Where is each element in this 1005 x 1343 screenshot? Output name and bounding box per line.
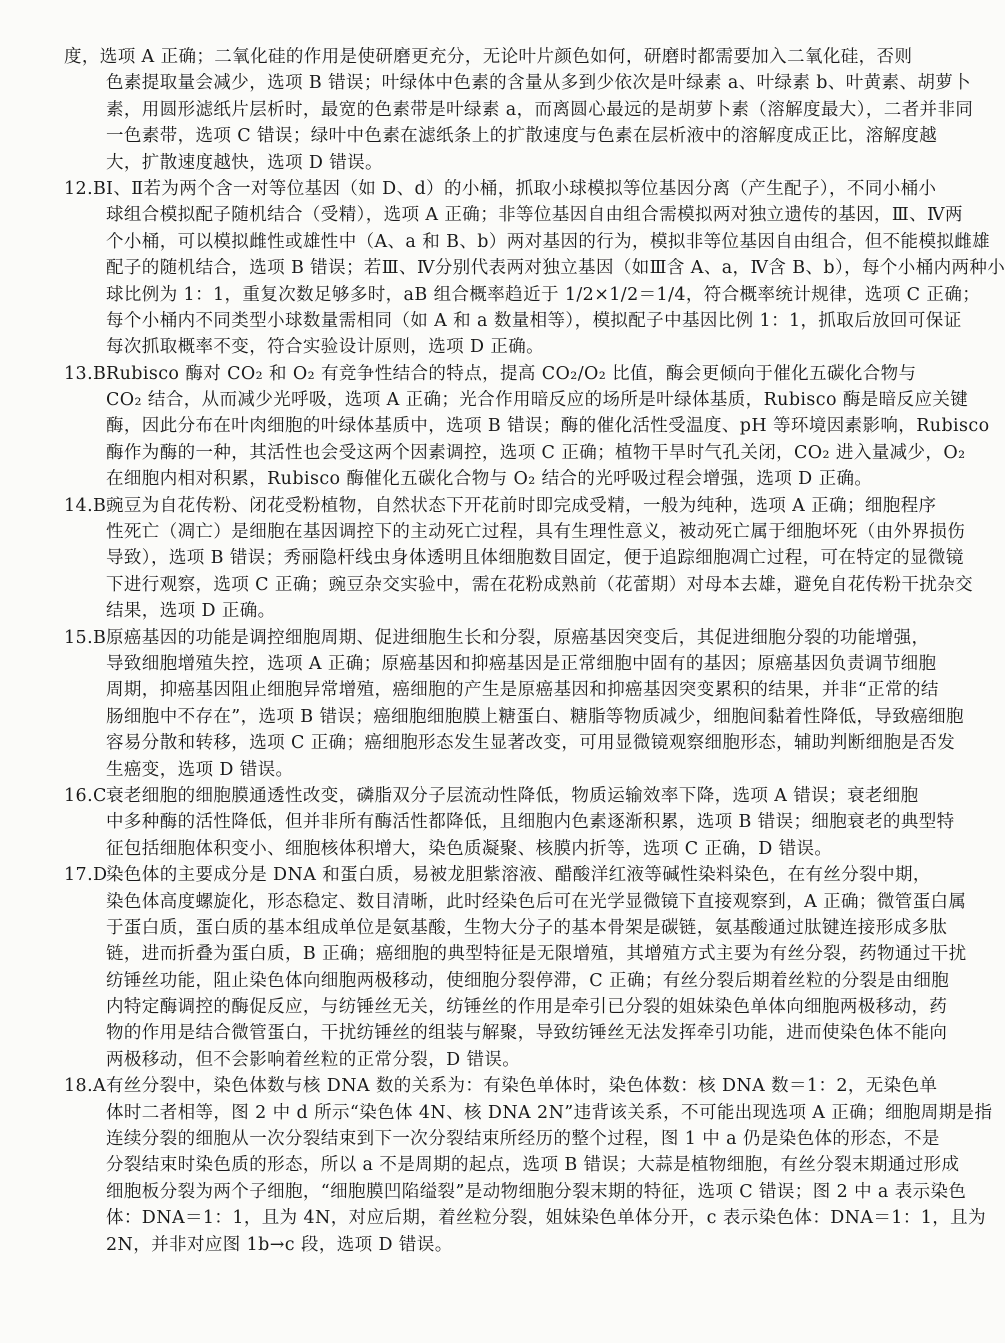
- text-line: [64, 994, 948, 1020]
- answer-number: 17.D: [64, 865, 108, 886]
- answer-explanation-page: [64, 44, 1005, 1255]
- text-line: [64, 229, 991, 255]
- text-line: [64, 677, 939, 703]
- line-text: 个小桶，可以模拟雌性或雄性中（A、a 和 B、b）两对基因的行为，模拟非等位基因自由组合，但不能模拟雌雄: [106, 231, 991, 252]
- line-text: 酶，因此分布在叶肉细胞的叶绿体基质中，选项 B 错误；酶的催化活性受温度、pH 等环境因素影响，Rubisco: [106, 416, 990, 437]
- answer-number: 15.B: [64, 627, 107, 648]
- text-line: [64, 1205, 986, 1231]
- text-line: [64, 545, 964, 571]
- text-line: [64, 1126, 940, 1152]
- line-text: 物的作用是结合微管蛋白，干扰纺锤丝的组装与解聚，导致纺锤丝无法发挥牵引功能，进而使染色体不能向: [106, 1023, 948, 1044]
- line-text: CO₂ 结合，从而减少光呼吸，选项 A 正确；光合作用暗反应的场所是叶绿体基质，Rubisco 酶是暗反应关键: [106, 390, 969, 411]
- line-text: 下进行观察，选项 C 正确；豌豆杂交实验中，需在花粉成熟前（花蕾期）对母本去雄，避免自花传粉干扰杂交: [106, 574, 974, 595]
- line-text: 容易分散和转移，选项 C 正确；癌细胞形态发生显著改变，可用显微镜观察细胞形态，辅助判断细胞是否发: [106, 733, 956, 754]
- line-text: 中多种酶的活性降低，但并非所有酶活性都降低，且细胞内色素逐渐积累，选项 B 错误；细胞衰老的典型特: [106, 812, 955, 833]
- line-text: 2N，并非对应图 1b→c 段，选项 D 错误。: [106, 1234, 453, 1255]
- text-line: 色素提取量会减少，选项 B 错误；叶绿体中色素的含量从多到少依次是叶绿素 a、叶绿素 b、叶黄素、胡萝卜: [106, 73, 972, 94]
- line-text: 两极移动，但不会影响着丝粒的正常分裂，D 错误。: [106, 1049, 521, 1070]
- text-line: [64, 1152, 960, 1178]
- line-text: Ⅰ、Ⅱ若为两个含一对等位基因（如 D、d）的小桶，抓取小球模拟等位基因分离（产生配子），不同小桶小: [106, 178, 937, 199]
- text-line: [64, 519, 966, 545]
- text-line: [64, 809, 955, 835]
- line-text: 结果，选项 D 正确。: [106, 601, 276, 622]
- line-text: 性死亡（凋亡）是细胞在基因调控下的主动死亡过程，具有生理性意义，被动死亡属于细胞坏死（由外界损伤: [106, 522, 966, 543]
- text-line: [64, 625, 930, 651]
- text-line: [64, 176, 937, 202]
- line-text: 染色体的主要成分是 DNA 和蛋白质，易被龙胆紫溶液、醋酸洋红液等碱性染料染色，在有丝分裂中期，: [106, 865, 931, 886]
- text-line: [64, 730, 956, 756]
- text-line: [64, 413, 990, 439]
- answer-item: [64, 783, 955, 862]
- answer-item: [64, 493, 974, 625]
- line-text: 链，进而折叠为蛋白质，B 正确；癌细胞的典型特征是无限增殖，其增殖方式主要为有丝分裂，药物通过干扰: [106, 944, 967, 965]
- text-line: [64, 836, 912, 862]
- line-text: 肠细胞中不存在”，选项 B 错误；癌细胞细胞膜上糖蛋白、糖脂等物质减少，细胞间黏着性降低，导致癌细胞: [106, 706, 964, 727]
- text-line: [64, 783, 919, 809]
- line-text: 在细胞内相对积累，Rubisco 酶催化五碳化合物与 O₂ 结合的光呼吸过程会增强，选项 D 正确。: [106, 469, 873, 490]
- answer-number: 12.B: [64, 178, 107, 199]
- answer-number: 14.B: [64, 495, 107, 516]
- text-line: [64, 862, 931, 888]
- text-line: [64, 704, 964, 730]
- text-line: [64, 255, 1005, 281]
- line-text: 配子的随机结合，选项 B 错误；若Ⅲ、Ⅳ分别代表两对独立基因（如Ⅲ含 A、a，Ⅳ含 B、b），每个小桶内两种小: [106, 258, 1005, 279]
- text-line: [64, 361, 917, 387]
- line-text: 征包括细胞体积变小、细胞核体积增大，染色质凝聚、核膜内折等，选项 C 正确，D 错误。: [106, 838, 833, 859]
- text-line: [64, 202, 963, 228]
- line-text: 细胞板分裂为两个子细胞，“细胞膜凹陷缢裂”是动物细胞分裂末期的特征，选项 C 错误；图 2 中 a 表示染色: [106, 1181, 967, 1202]
- text-line: [64, 493, 937, 519]
- text-line: [64, 598, 912, 624]
- line-text: 连续分裂的细胞从一次分裂结束到下一次分裂结束所经历的整个过程，图 1 中 a 仍是染色体的形态，不是: [106, 1129, 940, 1150]
- answer-item: [64, 625, 964, 783]
- text-line: [64, 651, 937, 677]
- text-line: [64, 466, 912, 492]
- line-text: 于蛋白质，蛋白质的基本组成单位是氨基酸，生物大分子的基本骨架是碳链，氨基酸通过肽键连接形成多肽: [106, 917, 948, 938]
- line-text: 豌豆为自花传粉、闭花受粉植物，自然状态下开花前时即完成受精，一般为纯种，选项 A 正确；细胞程序: [106, 495, 937, 516]
- text-line: [64, 387, 969, 413]
- text-line: [64, 757, 912, 783]
- line-text: 染色体高度螺旋化，形态稳定、数目清晰，此时经染色后可在光学显微镜下直接观察到，A 正确；微管蛋白属: [106, 891, 967, 912]
- answer-item: [64, 1073, 993, 1255]
- text-line: 度，选项 A 正确；二氧化硅的作用是使研磨更充分，无论叶片颜色如何，研磨时都需要加入二氧化硅，否则: [64, 47, 913, 67]
- text-line: 一色素带，选项 C 错误；绿叶中色素在滤纸条上的扩散速度与色素在层析液中的溶解度成正比，溶解度越: [106, 126, 938, 147]
- line-text: 生癌变，选项 D 错误。: [106, 759, 294, 780]
- intro-paragraph: [64, 44, 974, 176]
- text-line: [64, 889, 967, 915]
- text-line: [64, 1232, 912, 1255]
- answer-item: [64, 862, 967, 1073]
- line-text: 球组合模拟配子随机结合（受精），选项 A 正确；非等位基因自由组合需模拟两对独立遗传的基因，Ⅲ、Ⅳ两: [106, 205, 963, 226]
- text-line: [64, 1179, 967, 1205]
- line-text: 周期，抑癌基因阻止细胞异常增殖，癌细胞的产生是原癌基因和抑癌基因突变累积的结果，并非“正常的结: [106, 680, 939, 701]
- line-text: 纺锤丝功能，阻止染色体向细胞两极移动，使细胞分裂停滞，C 正确；有丝分裂后期着丝粒的分裂是由细胞: [106, 970, 950, 991]
- text-line: [64, 1047, 912, 1073]
- text-line: 素，用圆形滤纸片层析时，最宽的色素带是叶绿素 a，而离圆心最远的是胡萝卜素（溶解度最大），二者并非同: [106, 99, 974, 120]
- line-text: 每次抓取概率不变，符合实验设计原则，选项 D 正确。: [106, 337, 545, 358]
- line-text: 分裂结束时染色质的形态，所以 a 不是周期的起点，选项 B 错误；大蒜是植物细胞，有丝分裂末期通过形成: [106, 1155, 960, 1176]
- text-line: [64, 334, 912, 360]
- text-line: [64, 915, 948, 941]
- line-text: 每个小桶内不同类型小球数量需相同（如 A 和 a 数量相等），模拟配子中基因比例 1：1，抓取后放回可保证: [106, 310, 962, 331]
- answer-number: 16.C: [64, 785, 107, 806]
- line-text: 导致细胞增殖失控，选项 A 正确；原癌基因和抑癌基因是正常细胞中固有的基因；原癌基因负责调节细胞: [106, 653, 937, 674]
- answer-item: [64, 361, 990, 493]
- line-text: 体时二者相等，图 2 中 d 所示“染色体 4N、核 DNA 2N”违背该关系，不可能出现选项 A 正确；细胞周期是指: [106, 1102, 993, 1123]
- text-line: [64, 282, 981, 308]
- line-text: 有丝分裂中，染色体数与核 DNA 数的关系为：有染色单体时，染色体数：核 DNA 数＝1：2，无染色单: [106, 1076, 938, 1097]
- answer-number: 18.A: [64, 1076, 107, 1097]
- answer-item: [64, 176, 1005, 361]
- text-line: [64, 1073, 938, 1099]
- line-text: Rubisco 酶对 CO₂ 和 O₂ 有竞争性结合的特点，提高 CO₂/O₂ 比值，酶会更倾向于催化五碳化合物与: [106, 363, 917, 384]
- text-line: [64, 968, 950, 994]
- text-line: 大，扩散速度越快，选项 D 错误。: [106, 152, 383, 173]
- line-text: 酶作为酶的一种，其活性也会受这两个因素调控，选项 C 正确；植物干旱时气孔关闭，CO₂ 进入量减少，O₂: [106, 442, 966, 463]
- text-line: [64, 1020, 948, 1046]
- answer-number: 13.B: [64, 363, 107, 384]
- line-text: 衰老细胞的细胞膜通透性改变，磷脂双分子层流动性降低，物质运输效率下降，选项 A 错误；衰老细胞: [106, 785, 919, 806]
- line-text: 原癌基因的功能是调控细胞周期、促进细胞生长和分裂，原癌基因突变后，其促进细胞分裂的功能增强，: [106, 627, 930, 648]
- text-line: [64, 440, 966, 466]
- text-line: [64, 308, 962, 334]
- text-line: [64, 1100, 993, 1126]
- line-text: 内特定酶调控的酶促反应，与纺锤丝无关，纺锤丝的作用是牵引已分裂的姐妹染色单体向细胞两极移动，药: [106, 997, 948, 1018]
- line-text: 体：DNA＝1：1，且为 4N，对应后期，着丝粒分裂，姐妹染色单体分开，c 表示染色体：DNA＝1：1，且为: [106, 1208, 986, 1229]
- text-line: [64, 941, 967, 967]
- line-text: 导致），选项 B 错误；秀丽隐杆线虫身体透明且体细胞数目固定，便于追踪细胞凋亡过程，可在特定的显微镜: [106, 548, 964, 569]
- line-text: 球比例为 1：1，重复次数足够多时，aB 组合概率趋近于 1/2×1/2＝1/4，符合概率统计规律，选项 C 正确；: [106, 284, 981, 305]
- text-line: [64, 572, 974, 598]
